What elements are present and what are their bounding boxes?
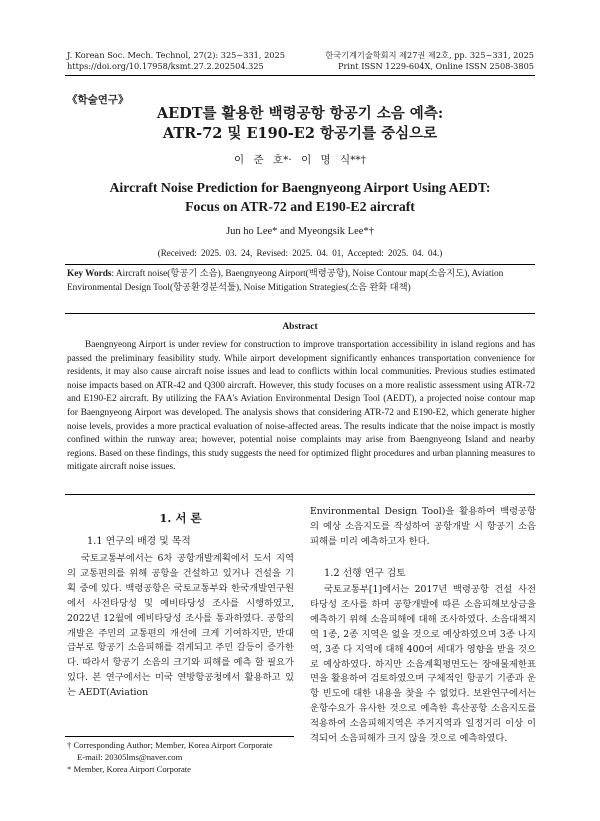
footnote-email[interactable]: E-mail: 20305lms@naver.com (77, 752, 183, 762)
introduction-paragraph: 국토교통부에서는 6차 공항개발계획에서 도서 지역의 교통편의를 위해 공항을 건설하고 있거나 건설을 기획 중에 있다. 백령공항은 국토교통부와 한국개발연구원에서 사전타당성 및 예비타당성 조사를 시행하였고, 2022년 12월에 예비타당성 조사를 통과하였다. 공항의 개발은 주민의 교통편의 개선에 크게 기여하지만, 반대급부로 항공기 소음피해를 겪게되고 주민 갈등이 증가한다. 따라서 항공기 소음의 크기와 피해를 예측 할 필요가 있다. 본 연구에서는 미국 연방항공청에서 활용하고 있는 AEDT(Aviation (67, 553, 294, 699)
submission-dates: (Received: 2025. 03. 24, Revised: 2025. 04. 01, Accepted: 2025. 04. 04.) (157, 248, 443, 258)
doi-link[interactable]: https://doi.org/10.17958/ksmt.27.2.202504.325 (67, 61, 264, 71)
abstract-bottom-rule (65, 494, 535, 495)
footnotes (67, 739, 294, 775)
korean-title-line1: AEDT를 활용한 백령공항 항공기 소음 예측: (156, 105, 444, 122)
abstract-text: Baengnyeong Airport is under review for construction to improve transportation accessibility in island regions and has passed the preliminary feasibility study. While airport development significantly enhances transportation convenience for residents, it may also cause aircraft noise issues and lead to conflicts within local communities. Previous studies estimated noise impacts based on ATR-42 and Q300 aircraft. However, this study focuses on a more realistic assessment using ATR-72 and E190-E2 aircraft. By utilizing the FAA's Aviation Environmental Design Tool (AEDT), a projected noise contour map for Baengnyeong Airport was developed. The analysis shows that considering ATR-72 and E190-E2, which generate higher noise levels, provides a more practical evaluation of noise-affected areas. The results indicate that the noise impact is mostly confined within the runway area; however, potential noise complaints may arise from Baengnyeong Island and nearby regions. Based on these findings, this study suggests the need for optimized flight procedures and urban planning measures to mitigate aircraft noise issues. (67, 340, 535, 473)
keywords-block (67, 268, 535, 295)
subsection-heading-prior-research: 1.2 선행 연구 검토 (324, 568, 406, 579)
footnote-corresponding-author: † Corresponding Author; Member, Korea Airport Corporate (67, 740, 273, 750)
korean-authors: 이 준 호*· 이 명 식**† (234, 154, 366, 166)
abstract-title: Abstract (282, 322, 318, 332)
english-title-line2: Focus on ATR-72 and E190-E2 aircraft (185, 199, 415, 214)
keywords-bottom-rule (65, 313, 535, 314)
section-heading-introduction: 1. 서 론 (159, 511, 202, 525)
prior-research-paragraph: 국토교통부[1]에서는 2017년 백령공항 건설 사전 타당성 조사를 하며 공항개발에 따른 소음피해보상금을 예측하기 위해 소음피해에 대해 조사하였다. 소음대책지역 1종, 2종 지역은 없을 것으로 예상하였으며 3종 나지역, 3종 다 지역에 대해 400여 세대가 영향을 받을 것으로 예상하였다. 하지만 소음계획평면도는 장애물제한표면을 활용하여 검토하였으며 구체적인 항공기 기종과 운항 빈도에 대한 내용을 찾을 수 없었다. 보완연구에서는 운항수요가 유사한 것으로 예측한 흑산공항 소음지도를 적용하여 소음피해지역은 주거지역과 일정거리 이상 이격되어 소음피해가 크지 않을 것으로 예측하였다. (310, 584, 536, 745)
journal-citation: J. Korean Soc. Mech. Technol, 27(2): 325~331, 2025 (67, 50, 285, 60)
keywords-top-rule (65, 264, 535, 265)
footnote-member: * Member, Korea Airport Corporate (67, 764, 191, 774)
english-title-line1: Aircraft Noise Prediction for Baengnyeong Airport Using AEDT: (109, 180, 491, 195)
korean-title-line2: ATR-72 및 E190-E2 항공기를 중심으로 (162, 125, 438, 142)
keywords-text: : Aircraft noise(항공기 소음), Baengnyeong Airport(백령공항), Noise Contour map(소음지도), Aviation Environmental Design Tool(항공환경분석툴), Noise Mitigation Strategies(소음 완화 대책) (67, 269, 504, 293)
header-rule (65, 75, 535, 76)
footnote-rule (65, 736, 294, 737)
subsection-heading-background: 1.1 연구의 배경 및 목적 (87, 536, 191, 547)
issn: Print ISSN 1229-604X, Online ISSN 2508-3805 (337, 61, 534, 71)
journal-citation-korean: 한국기계기술학회지 제27권 제2호, pp. 325~331, 2025 (325, 50, 534, 60)
keywords-label: Key Words (67, 269, 112, 279)
section-tag: 《학술연구》 (67, 94, 129, 106)
right-column-paragraph1: Environmental Design Tool)을 활용하여 백령공항의 예상 소음지도를 작성하여 공항개발 시 항공기 소음피해를 미리 예측하고자 한다. (310, 506, 536, 547)
english-authors: Jun ho Lee* and Myeongsik Lee*† (226, 226, 374, 237)
